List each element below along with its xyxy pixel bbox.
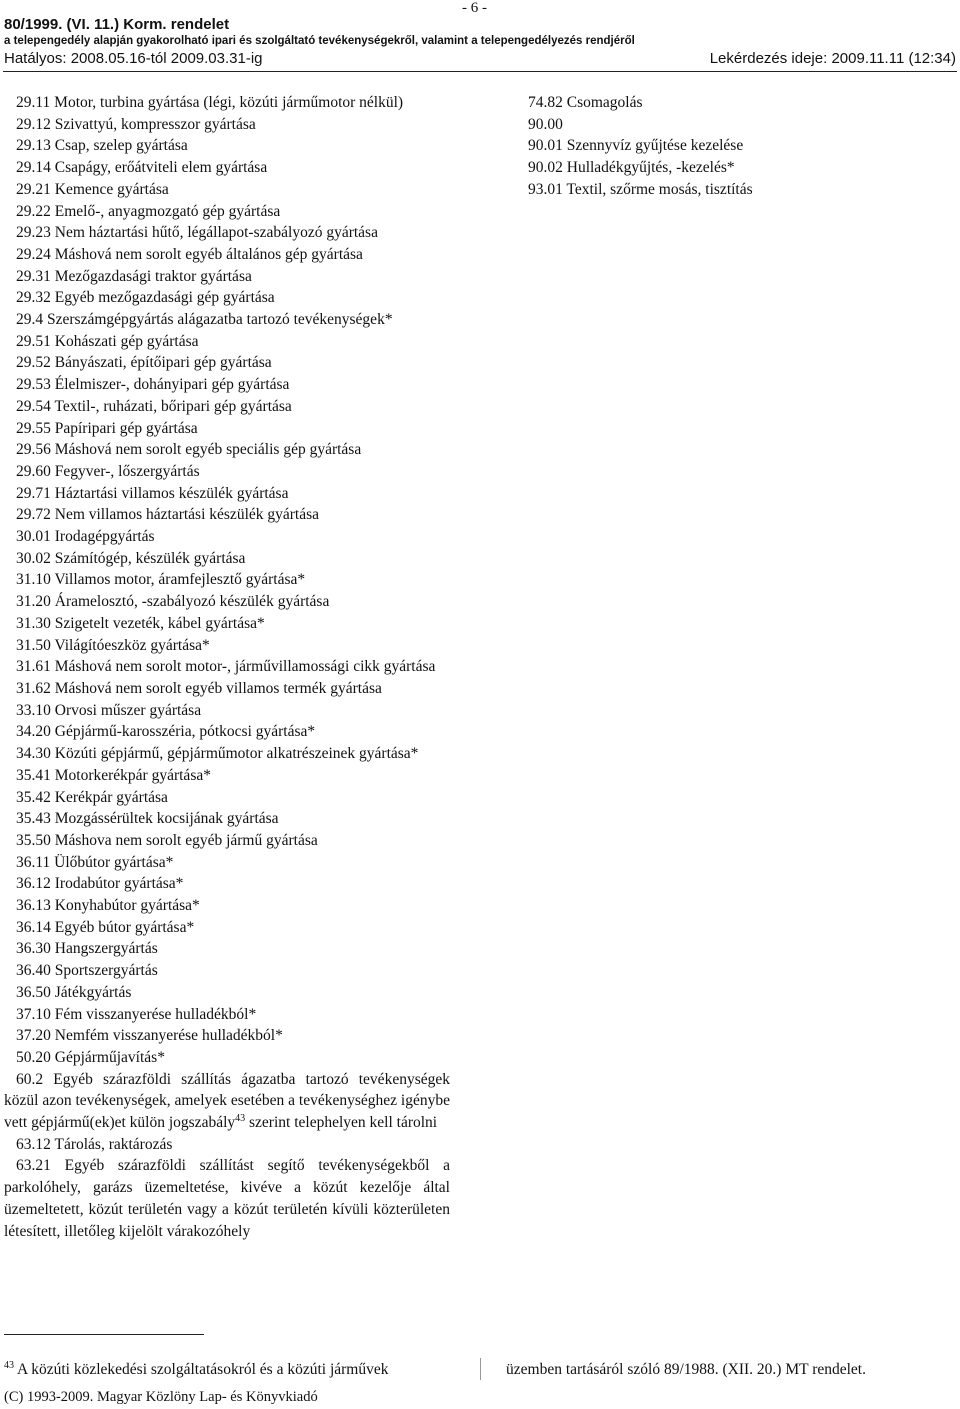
footnote-text-right: üzemben tartásáról szóló 89/1988. (XII. 20.) MT rendelet. xyxy=(506,1361,866,1378)
list-item-text: 29.54 Textil-, ruházati, bőripari gép gyártása xyxy=(16,397,292,415)
list-item xyxy=(4,656,450,678)
list-item xyxy=(4,960,450,982)
list-item xyxy=(4,92,450,114)
list-item-text: 31.50 Világítóeszköz gyártása* xyxy=(16,636,210,654)
list-item xyxy=(4,721,450,743)
list-item-text: 36.30 Hangszergyártás xyxy=(16,940,158,958)
list-item-text: 29.22 Emelő-, anyagmozgató gép gyártása xyxy=(16,202,281,220)
list-item xyxy=(4,135,450,157)
footnote-reference[interactable]: 43 xyxy=(235,1112,246,1124)
list-item xyxy=(4,526,450,548)
list-item-text: 90.02 Hulladékgyűjtés, -kezelés* xyxy=(528,159,735,177)
list-item xyxy=(4,418,450,440)
list-item xyxy=(4,635,450,657)
list-item xyxy=(516,135,936,157)
header-rule xyxy=(3,71,957,72)
list-item-text: 29.12 Szivattyú, kompresszor gyártása xyxy=(16,115,256,133)
list-item-text-tail: szerint telephelyen kell tárolni xyxy=(245,1114,438,1132)
list-item-text: 35.50 Máshova nem sorolt egyéb jármű gyártása xyxy=(16,831,318,849)
list-item-text: 36.14 Egyéb bútor gyártása* xyxy=(16,918,195,936)
list-item-text: 63.21 Egyéb szárazföldi szállítást segítő tevékenységekből a parkolóhely, garázs üzemeltetése, kivéve a közút kezelője által üzemeltetett, közút területén vagy a közút területén kívüli közterületen létesített, illetőleg kijelölt várakozóhely xyxy=(4,1157,450,1240)
list-item xyxy=(4,396,450,418)
list-item-text: 31.10 Villamos motor, áramfejlesztő gyártása* xyxy=(16,571,306,589)
list-item-text: 29.31 Mezőgazdasági traktor gyártása xyxy=(16,267,252,285)
list-item xyxy=(4,287,450,309)
list-item xyxy=(4,830,450,852)
list-item xyxy=(4,808,450,830)
list-item xyxy=(4,504,450,526)
list-item-text: 29.24 Máshová nem sorolt egyéb általános gép gyártása xyxy=(16,245,363,263)
list-item xyxy=(4,222,450,244)
list-item xyxy=(4,309,450,331)
list-item xyxy=(516,92,936,114)
list-item-text: 34.20 Gépjármű-karosszéria, pótkocsi gyártása* xyxy=(16,723,316,741)
list-item-text: 37.20 Nemfém visszanyerése hulladékból* xyxy=(16,1027,283,1045)
list-item xyxy=(4,439,450,461)
copyright: (C) 1993-2009. Magyar Közlöny Lap- és Könyvkiadó xyxy=(4,1389,318,1405)
list-item-text: 36.13 Konyhabútor gyártása* xyxy=(16,897,200,915)
list-item-text: 90.01 Szennyvíz gyűjtése kezelése xyxy=(528,137,744,155)
footnote-rule xyxy=(4,1334,204,1335)
list-item xyxy=(516,157,936,179)
list-item-text: 31.61 Máshová nem sorolt motor-, járművillamossági cikk gyártása xyxy=(16,658,436,676)
list-item-text: 30.02 Számítógép, készülék gyártása xyxy=(16,549,246,567)
list-item-text: 29.32 Egyéb mezőgazdasági gép gyártása xyxy=(16,289,275,307)
list-item-text: 35.43 Mozgássérültek kocsijának gyártása xyxy=(16,810,279,828)
list-item xyxy=(4,591,450,613)
list-item xyxy=(4,1047,450,1069)
list-item-text: 29.14 Csapágy, erőátviteli elem gyártása xyxy=(16,159,268,177)
footnote-left xyxy=(4,1361,388,1379)
list-item xyxy=(4,114,450,136)
list-item xyxy=(4,1004,450,1026)
list-item-text: 30.01 Irodagépgyártás xyxy=(16,528,155,546)
list-item-text: 29.71 Háztartási villamos készülék gyártása xyxy=(16,484,289,502)
list-item xyxy=(4,1134,450,1156)
header-meta-row xyxy=(4,50,956,67)
list-item xyxy=(4,1155,450,1242)
list-item-text: 90.00 xyxy=(528,115,563,133)
list-item xyxy=(516,114,936,136)
footnote-separator xyxy=(480,1358,481,1380)
list-item xyxy=(4,483,450,505)
list-item-text: 60.2 Egyéb szárazföldi szállítás ágazatba tartozó tevékenységek közül azon tevékenységek, amelyek esetében a tevékenységhez igénybe vett gépjármű(ek)et külön jogszabály xyxy=(4,1070,450,1132)
list-item-text: 29.21 Kemence gyártása xyxy=(16,180,169,198)
list-item-text: 63.12 Tárolás, raktározás xyxy=(16,1135,173,1153)
list-item-text: 31.20 Áramelosztó, -szabályozó készülék gyártása xyxy=(16,593,330,611)
law-title: 80/1999. (VI. 11.) Korm. rendelet xyxy=(4,16,230,33)
list-item xyxy=(516,179,936,201)
list-item-text: 29.4 Szerszámgépgyártás alágazatba tartozó tevékenységek* xyxy=(16,311,393,329)
footnote-text-left: A közúti közlekedési szolgáltatásokról és a közúti járművek xyxy=(14,1361,389,1378)
list-item-text: 37.10 Fém visszanyerése hulladékból* xyxy=(16,1005,257,1023)
query-time: Lekérdezés ideje: 2009.11.11 (12:34) xyxy=(709,50,956,67)
list-item xyxy=(4,244,450,266)
list-item xyxy=(4,179,450,201)
page-number: - 6 - xyxy=(462,0,487,16)
list-item-text: 74.82 Csomagolás xyxy=(528,94,643,111)
list-item-text: 29.60 Fegyver-, lőszergyártás xyxy=(16,462,200,480)
left-column xyxy=(4,92,450,1242)
validity-period: Hatályos: 2008.05.16-tól 2009.03.31-ig xyxy=(4,50,263,67)
list-item xyxy=(4,938,450,960)
list-item xyxy=(4,201,450,223)
list-item xyxy=(4,700,450,722)
list-item-text: 29.53 Élelmiszer-, dohányipari gép gyártása xyxy=(16,376,290,394)
list-item-text: 29.11 Motor, turbina gyártása (légi, közúti járműmotor nélkül) xyxy=(16,94,404,111)
list-item xyxy=(4,1025,450,1047)
list-item xyxy=(4,613,450,635)
list-item xyxy=(4,787,450,809)
right-column xyxy=(516,92,936,201)
list-item xyxy=(4,852,450,874)
footnote-number: 43 xyxy=(4,1359,14,1371)
list-item xyxy=(4,678,450,700)
list-item xyxy=(4,157,450,179)
list-item-text: 29.56 Máshová nem sorolt egyéb speciális gép gyártása xyxy=(16,441,362,459)
list-item xyxy=(4,765,450,787)
list-item-text: 36.40 Sportszergyártás xyxy=(16,962,158,980)
list-item xyxy=(4,331,450,353)
list-item-text: 36.11 Ülőbútor gyártása* xyxy=(16,853,174,871)
list-item xyxy=(4,548,450,570)
list-item xyxy=(4,873,450,895)
list-item xyxy=(4,1069,450,1134)
list-item-text: 31.62 Máshová nem sorolt egyéb villamos termék gyártása xyxy=(16,679,382,697)
list-item-text: 33.10 Orvosi műszer gyártása xyxy=(16,701,202,719)
list-item-text: 29.13 Csap, szelep gyártása xyxy=(16,137,188,155)
list-item xyxy=(4,982,450,1004)
list-item xyxy=(4,266,450,288)
list-item xyxy=(4,374,450,396)
list-item-text: 29.51 Kohászati gép gyártása xyxy=(16,332,199,350)
list-item-text: 31.30 Szigetelt vezeték, kábel gyártása* xyxy=(16,614,265,632)
list-item xyxy=(4,569,450,591)
list-item xyxy=(4,461,450,483)
list-item xyxy=(4,743,450,765)
list-item xyxy=(4,352,450,374)
list-item-text: 29.55 Papíripari gép gyártása xyxy=(16,419,198,437)
list-item-text: 34.30 Közúti gépjármű, gépjárműmotor alkatrészeinek gyártása* xyxy=(16,745,419,763)
list-item xyxy=(4,917,450,939)
law-subtitle: a telepengedély alapján gyakorolható ipari és szolgáltató tevékenységekről, valamint a telepengedélyezés rendjéről xyxy=(4,35,635,47)
list-item-text: 29.72 Nem villamos háztartási készülék gyártása xyxy=(16,506,320,524)
list-item-text: 50.20 Gépjárműjavítás* xyxy=(16,1048,165,1066)
list-item-text: 35.41 Motorkerékpár gyártása* xyxy=(16,766,211,784)
list-item-text: 29.23 Nem háztartási hűtő, légállapot-szabályozó gyártása xyxy=(16,224,378,242)
list-item xyxy=(4,895,450,917)
list-item-text: 29.52 Bányászati, építőipari gép gyártása xyxy=(16,354,272,372)
list-item-text: 35.42 Kerékpár gyártása xyxy=(16,788,168,806)
list-item-text: 36.50 Játékgyártás xyxy=(16,983,132,1001)
list-item-text: 93.01 Textil, szőrme mosás, tisztítás xyxy=(528,180,753,198)
list-item-text: 36.12 Irodabútor gyártása* xyxy=(16,875,184,893)
